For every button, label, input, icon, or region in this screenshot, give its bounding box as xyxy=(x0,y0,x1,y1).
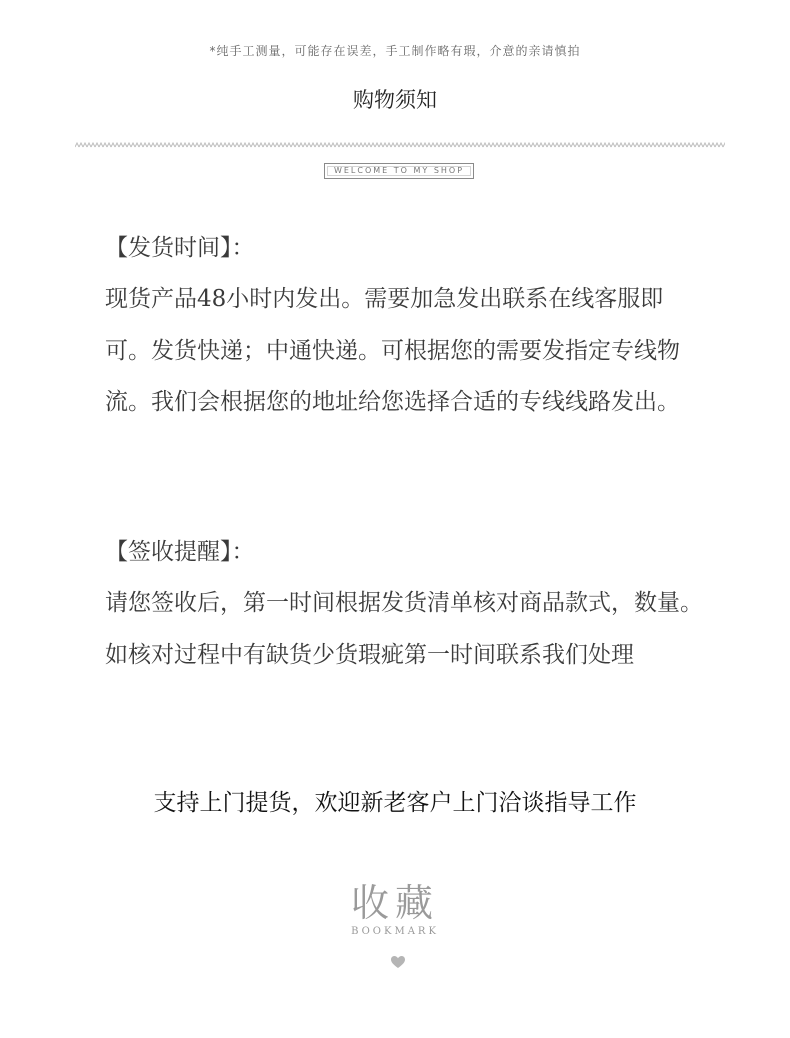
shipping-time-section xyxy=(105,231,705,429)
bookmark-subtitle[interactable]: BOOKMARK xyxy=(351,926,439,937)
wavy-divider xyxy=(75,141,725,149)
pickup-notice: 支持上门提货，欢迎新老客户上门洽谈指导工作 xyxy=(153,790,637,816)
section-heading: 【发货时间】： xyxy=(105,235,255,261)
section-heading: 【签收提醒】： xyxy=(105,539,255,565)
bookmark-title[interactable]: 收藏 xyxy=(350,881,439,925)
section-body: 请您签收后，第一时间根据发货清单核对商品款式，数量。如核对过程中有缺货少货瑕疵第一时间联系我们处理 xyxy=(105,590,703,668)
receipt-reminder-section xyxy=(105,535,705,681)
measurement-note: *纯手工测量，可能存在误差，手工制作略有瑕，介意的亲请慎拍 xyxy=(209,44,581,58)
page-title: 购物须知 xyxy=(353,88,437,112)
section-body: 现货产品48小时内发出。需要加急发出联系在线客服即可。发货快递；中通快递。可根据您的需要发指定专线物流。我们会根据您的地址给您选择合适的专线线路发出。 xyxy=(105,286,680,415)
welcome-badge: WELCOME TO MY SHOP xyxy=(324,163,474,179)
heart-icon[interactable] xyxy=(390,955,406,969)
